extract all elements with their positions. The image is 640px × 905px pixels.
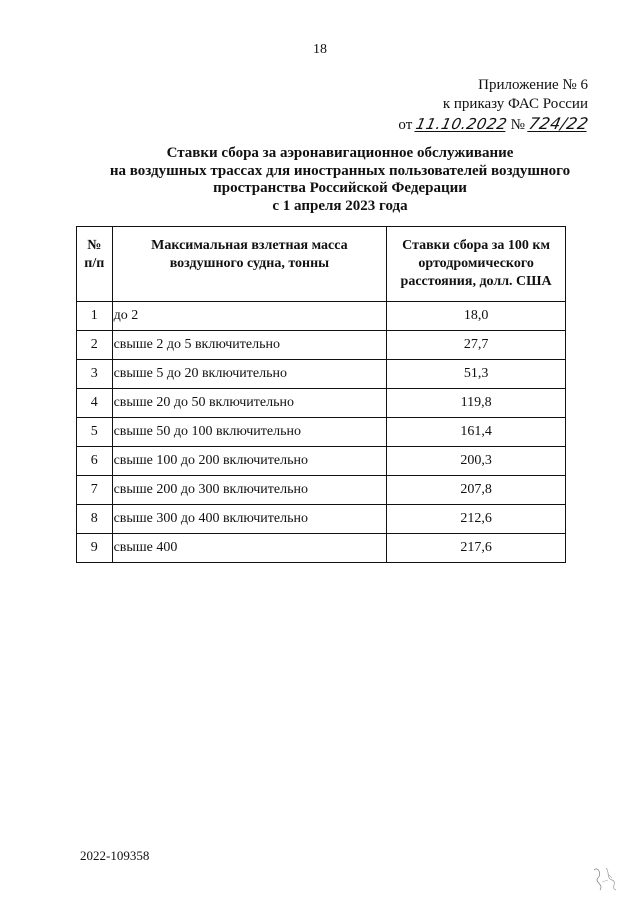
row-num: 5 [77,418,113,447]
appendix-title: Приложение № 6 [478,77,588,93]
handwritten-date: 11.10.2022 [414,115,509,133]
row-rate: 18,0 [387,302,566,331]
handwritten-order-number: 724/22 [526,114,591,133]
table-row [77,302,566,331]
row-rate: 51,3 [387,360,566,389]
row-mass: свыше 5 до 20 включительно [112,360,387,389]
header-mass [112,227,387,302]
title-line-4: с 1 апреля 2023 года [272,197,408,214]
header-mass-line-2: воздушного судна, тонны [169,256,330,271]
row-mass: свыше 100 до 200 включительно [112,447,387,476]
header-num [77,227,113,302]
row-rate: 161,4 [387,418,566,447]
header-rate-line-3: расстояния, долл. США [400,274,552,289]
stamp-mark-icon [588,862,622,896]
table-row [77,418,566,447]
rates-table [76,226,566,563]
row-num: 2 [77,331,113,360]
from-label: от [398,117,413,133]
appendix-block [398,76,591,135]
row-mass: свыше 400 [112,534,387,563]
row-mass: свыше 50 до 100 включительно [112,418,387,447]
table-row [77,360,566,389]
row-mass: до 2 [112,302,387,331]
row-mass: свыше 2 до 5 включительно [112,331,387,360]
row-num: 7 [77,476,113,505]
title-line-1: Ставки сбора за аэронавигационное обслуживание [166,145,514,161]
table-row [77,331,566,360]
row-num: 9 [77,534,113,563]
row-num: 6 [77,447,113,476]
table-row [77,389,566,418]
row-rate: 207,8 [387,476,566,505]
table-row [77,534,566,563]
row-mass: свыше 20 до 50 включительно [112,389,387,418]
row-rate: 200,3 [387,447,566,476]
row-num: 3 [77,360,113,389]
table-row [77,447,566,476]
appendix-order-ref: к приказу ФАС России [442,96,588,112]
header-rate-line-1: Ставки сбора за 100 км [402,238,551,253]
header-rate [387,227,566,302]
header-num-line-1: № [87,238,102,253]
page-number: 18 [313,42,327,57]
row-mass: свыше 300 до 400 включительно [112,505,387,534]
row-rate: 119,8 [387,389,566,418]
header-rate-line-2: ортодромического [418,256,534,271]
title-line-3: пространства Российской Федерации [213,180,467,196]
row-num: 8 [77,505,113,534]
header-num-line-2: п/п [84,256,105,271]
row-num: 4 [77,389,113,418]
table-row [77,476,566,505]
header-mass-line-1: Максимальная взлетная масса [151,238,348,253]
number-label: № [510,117,525,133]
row-num: 1 [77,302,113,331]
title-line-2: на воздушных трассах для иностранных пользователей воздушного [109,162,571,179]
row-rate: 217,6 [387,534,566,563]
table-header-row [77,227,566,302]
document-title [70,145,610,215]
appendix-date-line [398,114,591,135]
table-row [77,505,566,534]
document-id: 2022-109358 [80,848,150,863]
row-rate: 27,7 [387,331,566,360]
row-mass: свыше 200 до 300 включительно [112,476,387,505]
row-rate: 212,6 [387,505,566,534]
